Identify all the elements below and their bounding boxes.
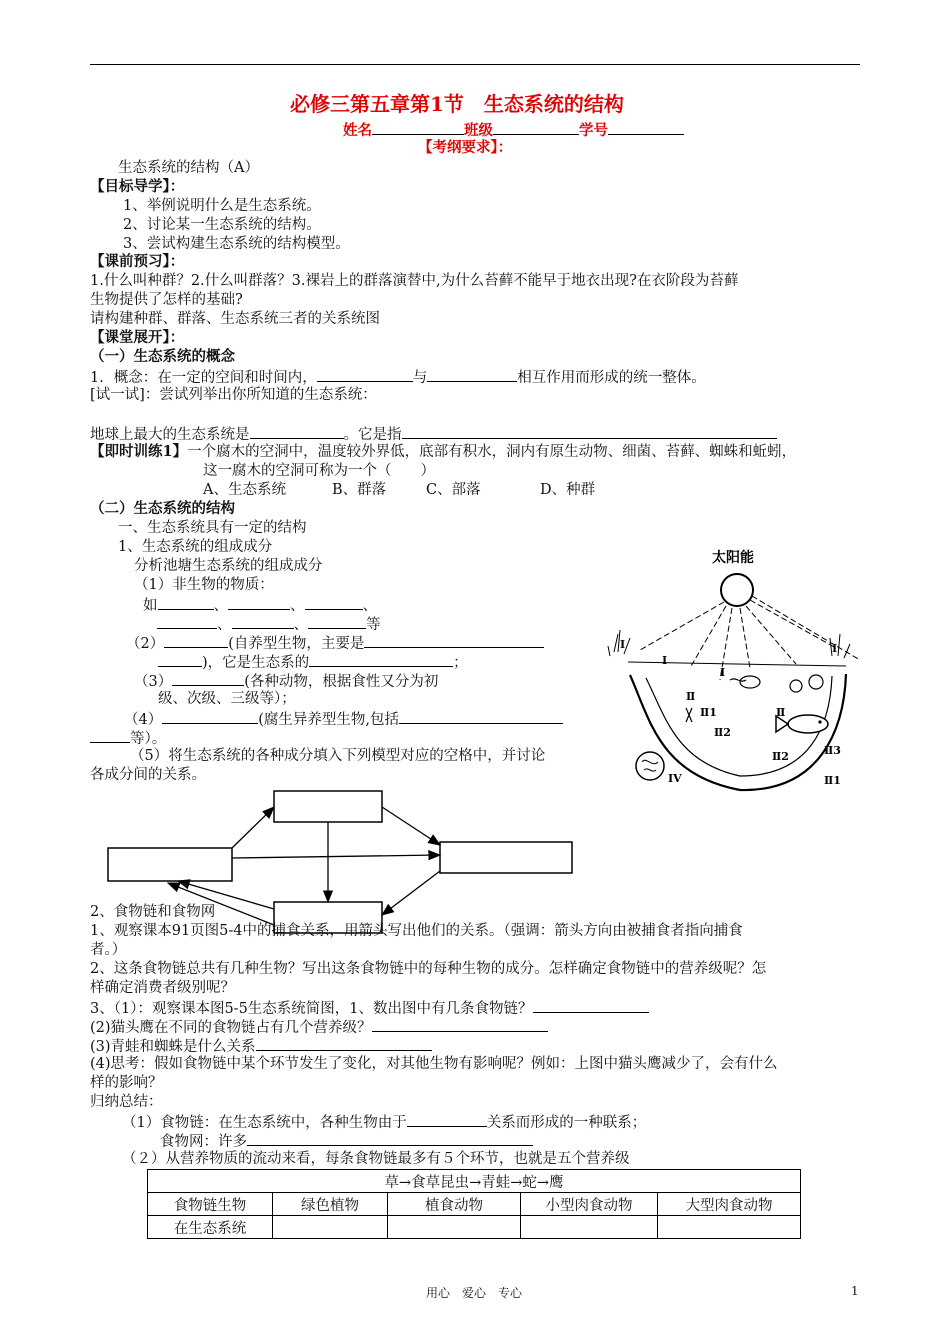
model-box-right[interactable]	[440, 842, 572, 873]
kaogang-item: 生态系统的结构（A）	[118, 160, 259, 176]
marker: Ⅱ1	[700, 706, 717, 719]
summary-heading: 归纳总结：	[90, 1094, 163, 1110]
mubiao-item: 1、举例说明什么是生态系统。	[123, 198, 321, 214]
try-line: [试一试]：尝试列举出你所知道的生态系统：	[90, 387, 377, 403]
marker: Ⅰ	[720, 666, 726, 679]
food-q3-3: (3)青蛙和蜘蛛是什么关系	[90, 1036, 432, 1056]
mubiao-item: 3、尝试构建生态系统的结构模型。	[123, 236, 350, 252]
section1-heading: （一）生态系统的概念	[90, 348, 235, 365]
s2-sub3: 分析池塘生态系统的组成成分	[134, 558, 323, 574]
training-line-2: 这一腐木的空洞可称为一个（ ）	[203, 463, 435, 479]
c4-line: （4） (腐生异养型生物,包括	[124, 709, 563, 729]
pond-ecosystem-diagram	[600, 540, 860, 810]
c5-line: （5）将生态系统的各种成分填入下列模型对应的空格中，并讨论	[130, 748, 546, 764]
table-header: 植食动物	[388, 1193, 521, 1216]
marker: Ⅰ	[662, 654, 668, 667]
table-header: 小型肉食动物	[521, 1193, 658, 1216]
marker: Ⅰ	[832, 642, 838, 655]
footer-motto: 用心 爱心 专心	[426, 1286, 523, 1300]
marker: Ⅱ3	[824, 744, 841, 757]
yuxi-line: 请构建种群、群落、生态系统三者的关系统图	[90, 311, 380, 327]
summary-2: （２）从营养物质的流动来看，每条食物链最多有５个环节，也就是五个营养级	[122, 1151, 630, 1167]
c1-line: （1）非生物的物质：	[134, 577, 274, 593]
sun-icon	[721, 574, 753, 606]
decomposer-icon	[636, 752, 664, 780]
s2-sub2: 1、生态系统的组成成分	[118, 539, 273, 555]
marker: Ⅱ2	[714, 726, 731, 739]
c1-blanks: 如 、 、 、	[143, 595, 377, 615]
table-cell[interactable]	[273, 1216, 388, 1239]
option-d: D、种群	[540, 482, 596, 498]
top-rule	[90, 64, 860, 65]
food-q3-4: (4)思考：假如食物链中某个环节发生了变化，对其他生物有影响呢？例如：上图中猫头鹰减少了，会有什么	[90, 1056, 778, 1072]
sunlight-rays	[640, 596, 860, 680]
student-info: 姓名 班级 学号	[343, 120, 684, 140]
table-row-label: 在生态系统	[148, 1216, 273, 1239]
water-surface	[628, 662, 846, 666]
option-c: C、部落	[426, 482, 481, 498]
c2-line: （2） (自养型生物，主要是	[126, 633, 544, 653]
yuxi-line: 生物提供了怎样的基础?	[90, 292, 243, 308]
concept-line: 1．概念：在一定的空间和时间内， 与 相互作用而形成的统一整体。	[90, 367, 706, 387]
marker: ⅠⅤ	[668, 772, 682, 785]
food-q1: 1、观察课本91页图5-4中的捕食关系，用箭头写出他们的关系。（强调：箭头方向由被捕食者指向捕食	[90, 923, 743, 939]
food-q1-2: 者。）	[90, 942, 127, 958]
table-header: 绿色植物	[273, 1193, 388, 1216]
c2-line-2: )，它是生态系的 ；	[158, 652, 468, 672]
food-q3-4b: 样的影响？	[90, 1075, 163, 1091]
food-chain-cell: 草→食草昆虫→青蛙→蛇→鹰	[148, 1170, 801, 1193]
c1-blanks-2: 、 、 等	[157, 614, 381, 634]
marker: Ⅱ2	[772, 750, 789, 763]
c3-line: （3） (各种动物，根据食性又分为初	[134, 671, 438, 691]
s2-sub1: 一、生态系统具有一定的结构	[118, 520, 307, 536]
mubiao-item: 2、讨论某一生态系统的结构。	[123, 217, 321, 233]
option-b: B、群落	[332, 482, 387, 498]
training-line: 【即时训练1】一个腐木的空洞中，温度较外界低，底部有积水，洞内有原生动物、细菌、苔藓、蜘蛛和蚯蚓，	[90, 443, 797, 460]
section2-heading: （二）生态系统的结构	[90, 500, 235, 517]
table-header: 大型肉食动物	[658, 1193, 801, 1216]
marker: Ⅱ	[776, 706, 786, 719]
model-box-top[interactable]	[274, 791, 382, 822]
food-chain-table	[147, 1169, 801, 1239]
sun-label: 太阳能	[712, 550, 754, 566]
model-box-left[interactable]	[108, 848, 232, 881]
summary-1: （1）食物链：在生态系统中，各种生物由于 关系而形成的一种联系；	[122, 1112, 646, 1132]
table-cell[interactable]	[388, 1216, 521, 1239]
marker: Ⅱ1	[824, 774, 841, 787]
largest-line: 地球上最大的生态系统是 。它是指	[90, 424, 777, 444]
food-q3-2: (2)猫头鹰在不同的食物链占有几个营养级？	[90, 1017, 548, 1037]
shore-plants	[608, 630, 850, 658]
kaogang-heading: 【考纲要求】：	[418, 139, 513, 156]
table-header: 食物链生物	[148, 1193, 273, 1216]
table-cell[interactable]	[521, 1216, 658, 1239]
food-q2-2: 样确定消费者级别呢？	[90, 980, 235, 996]
option-a: A、生态系统	[203, 482, 286, 498]
mubiao-heading: 【目标导学】：	[90, 178, 185, 195]
food-q2: 2、这条食物链总共有几种生物？写出这条食物链中的每种生物的成分。怎样确定食物链中的营养级呢？怎	[90, 961, 767, 977]
food-heading: 2、食物链和食物网	[90, 904, 216, 920]
yuxi-heading: 【课前预习】：	[90, 253, 185, 270]
c5-line-2: 各成分间的关系。	[90, 767, 206, 783]
table-cell[interactable]	[658, 1216, 801, 1239]
yuxi-line: 1.什么叫种群？2.什么叫群落？3.裸岩上的群落演替中,为什么苔藓不能早于地衣出现?在衣阶段为苔藓	[90, 273, 739, 289]
page-number: 1	[851, 1284, 859, 1298]
marker: Ⅰ	[620, 638, 626, 651]
food-q3: 3、（1）：观察课本图5-5生态系统简图，1、数出图中有几条食物链？	[90, 998, 649, 1018]
page-title: 必修三第五章第1节 生态系统的结构	[290, 92, 624, 116]
c3-line-2: 级、次级、三级等）；	[158, 691, 296, 707]
c4-line-2: 等）。	[90, 728, 166, 748]
zhankai-heading: 【课堂展开】：	[90, 329, 185, 346]
marker: Ⅱ	[686, 690, 696, 703]
summary-1b: 食物网：许多	[160, 1131, 533, 1151]
